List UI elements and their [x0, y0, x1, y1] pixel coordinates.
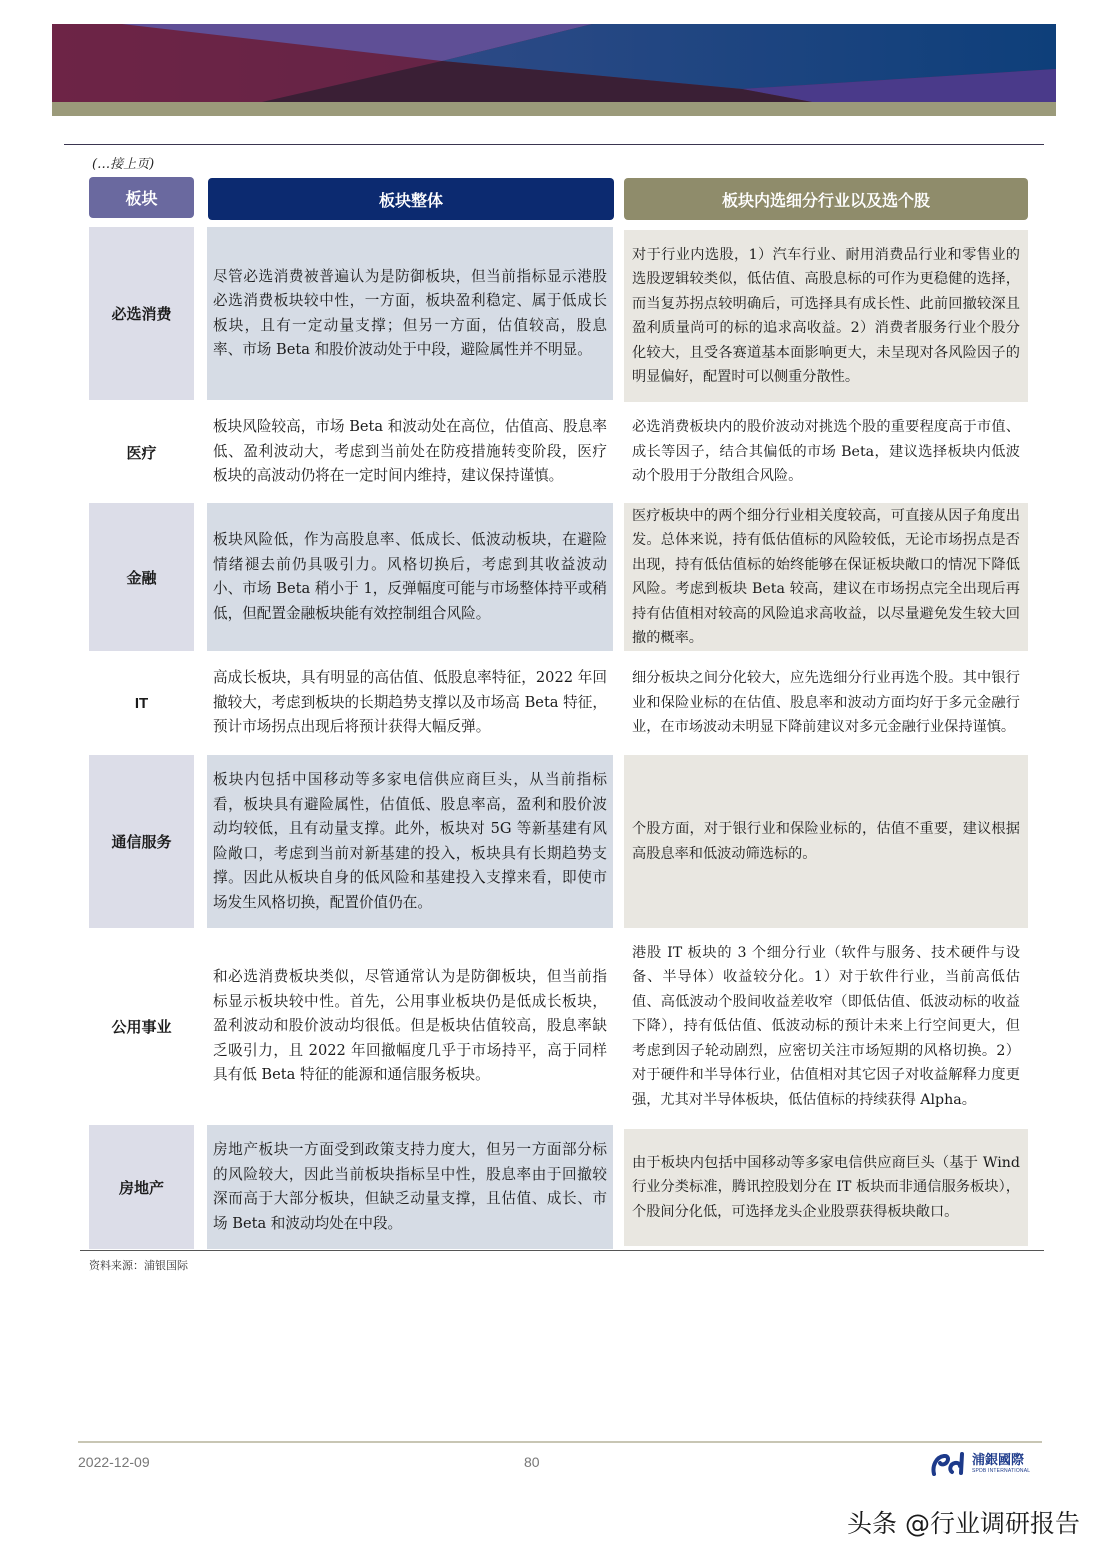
table-row [89, 227, 1028, 400]
logo-text-cn: 浦銀國際 [972, 1453, 1025, 1468]
sector-overall-text: 高成长板块，具有明显的高估值、低股息率特征，2022 年回撤较大，考虑到板块的长期趋势支撑以及市场高 Beta 特征，预计市场拐点出现后将预计获得大幅反弹。 [213, 669, 607, 736]
column-header-sector: 板块 [89, 177, 194, 218]
banner-graphic [52, 24, 1056, 116]
sector-overall-text: 尽管必选消费被普遍认为是防御板块，但当前指标显示港股必选消费板块较中性，一方面，板块盈利稳定、属于低成长板块，且有一定动量支撑；但另一方面，估值较高，股息率、市场 Beta 和股价波动处于中段，避险属性并不明显。 [207, 227, 613, 400]
sector-overall-text: 板块风险低，作为高股息率、低成长、低波动板块，在避险情绪褪去前仍具吸引力。风格切换后，考虑到其收益波动小、市场 Beta 稍小于 1，反弹幅度可能与市场整体持平或稍低，但配置金融板块能有效控制组合风险。 [207, 503, 613, 651]
table-row [89, 653, 1028, 753]
sector-selection-text: 港股 IT 板块的 3 个细分行业（软件与服务、技术硬件与设备、半导体）收益较分化。1）对于软件行业，当前高低估值、高低波动个股间收益差收窄（即低估值、低波动标的收益下降），持有低估值、低波动标的预计未来上行空间更大，但考虑到因子轮动剧烈，应密切关注市场短期的风格切换。2）对于硬件和半导体行业，估值相对其它因子对收益解释力度更强，尤其对半导体板块，低估值标的持续获得 Alpha。 [632, 944, 1020, 1108]
table-row [89, 402, 1028, 502]
sector-selection-text: 必选消费板块内的股价波动对挑选个股的重要程度高于市值、成长等因子，结合其偏低的市场 Beta，建议选择板块内低波动个股用于分散组合风险。 [632, 419, 1020, 485]
sector-selection-text: 对于行业内选股，1）汽车行业、耐用消费品行业和零售业的选股逻辑较类似，低估值、高股息标的可作为更稳健的选择，而当复苏拐点较明确后，可选择具有成长性、此前回撤较深且盈利质量尚可的标的追求高收益。2）消费者服务行业个股分化较大，且受各赛道基本面影响更大，未呈现对各风险因子的明显偏好，配置时可以侧重分散性。 [624, 230, 1028, 402]
sector-label: 公用事业 [111, 1018, 172, 1036]
logo-text-en: SPDB INTERNATIONAL [972, 1468, 1031, 1474]
sector-overall-text: 和必选消费板块类似，尽管通常认为是防御板块，但当前指标显示板块较中性。首先，公用事业板块仍是低成长板块，盈利波动和股价波动均很低。但是板块估值较高，股息率缺乏吸引力，且 2022 年回撤幅度几乎于市场持平，高于同样具有低 Beta 特征的能源和通信服务板块。 [213, 968, 607, 1084]
company-logo [930, 1452, 1030, 1476]
page-number: 80 [524, 1454, 540, 1470]
table-bottom-rule [80, 1250, 1044, 1251]
sector-overall-text: 板块内包括中国移动等多家电信供应商巨头，从当前指标看，板块具有避险属性，估值低、股息率高，盈利和股价波动均较低，且有动量支撑。此外，板块对 5G 等新基建有风险敞口，考虑到当前对新基建的投入，板块具有长期趋势支撑。因此从板块自身的低风险和基建投入支撑来看，即使市场发生风格切换，配置价值仍在。 [207, 755, 613, 928]
footer-divider [78, 1441, 1042, 1443]
header-divider [64, 144, 1044, 145]
sector-overall-text: 房地产板块一方面受到政策支持力度大，但另一方面部分标的风险较大，因此当前板块指标呈中性，股息率由于回撤较深而高于大部分板块，但缺乏动量支撑，且估值、成长、市场 Beta 和波动均处在中段。 [207, 1125, 613, 1249]
source-note: 资料来源：浦银国际 [89, 1259, 188, 1272]
sector-label: IT [134, 694, 149, 712]
sector-overall-text: 板块风险较高，市场 Beta 和波动处在高位，估值高、股息率低、盈利波动大，考虑到当前处在防疫措施转变阶段，医疗板块的高波动仍将在一定时间内维持，建议保持谨慎。 [213, 418, 607, 485]
continued-note: (…接上页) [92, 157, 155, 172]
table-row [89, 755, 1028, 928]
sector-selection-text: 细分板块之间分化较大，应先选细分行业再选个股。其中银行业和保险业标的在估值、股息率和波动方面均好于多元金融行业，在市场波动未明显下降前建议对多元金融行业保持谨慎。 [632, 670, 1020, 736]
table-row [89, 930, 1028, 1123]
header-banner [52, 24, 1056, 116]
watermark: 头条 @行业调研报告 [847, 1509, 1080, 1538]
spdb-logo-icon [930, 1452, 968, 1476]
table-row [89, 1125, 1028, 1249]
sector-label: 必选消费 [89, 227, 194, 400]
sector-label: 金融 [89, 503, 194, 651]
column-header-selection: 板块内选细分行业以及选个股 [624, 178, 1028, 220]
sector-selection-text: 由于板块内包括中国移动等多家电信供应商巨头（基于 Wind 行业分类标准，腾讯控股划分在 IT 板块而非通信服务板块），个股间分化低，可选择龙头企业股票获得板块敞口。 [624, 1129, 1028, 1246]
sector-label: 医疗 [126, 443, 157, 462]
sector-selection-text: 个股方面，对于银行业和保险业标的，估值不重要，建议根据高股息率和低波动筛选标的。 [624, 755, 1028, 928]
column-header-overall: 板块整体 [208, 178, 614, 220]
sector-label: 通信服务 [89, 755, 194, 928]
footer-date: 2022-12-09 [78, 1454, 150, 1470]
table-row [89, 503, 1028, 651]
sector-label: 房地产 [89, 1125, 194, 1249]
sector-selection-text: 医疗板块中的两个细分行业相关度较高，可直接从因子角度出发。总体来说，持有低估值标的风险较低，无论市场拐点是否出现，持有低估值标的始终能够在保证板块敞口的情况下降低风险。考虑到板块 Beta 较高，建议在市场拐点完全出现后再持有估值相对较高的风险追求高收益，以尽量避免发生较大回撤的概率。 [624, 503, 1028, 651]
